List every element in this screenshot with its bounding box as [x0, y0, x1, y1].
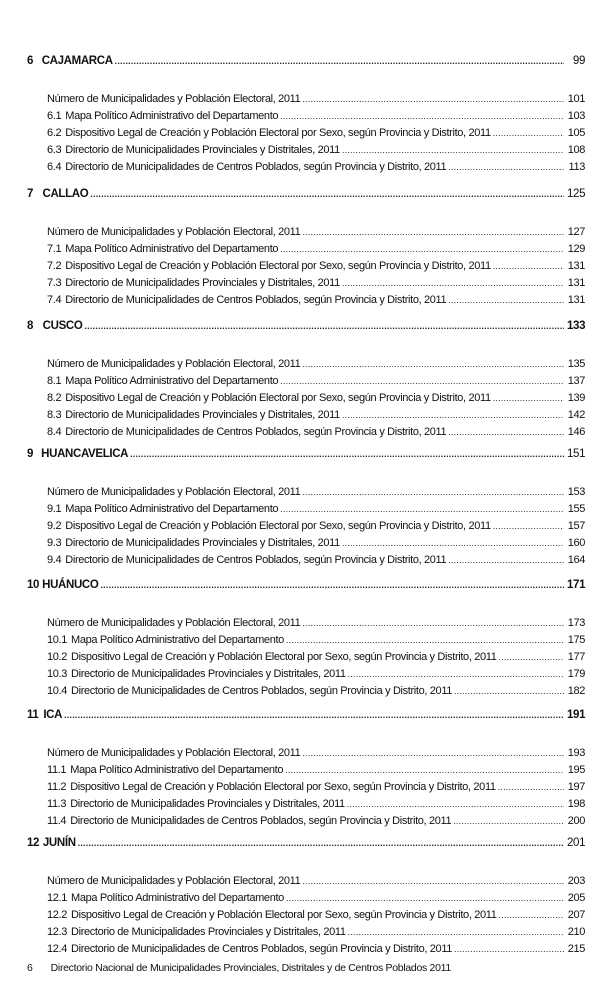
- entry-page: 193: [567, 747, 585, 759]
- entry-title: Mapa Político Administrativo del Departamento: [70, 764, 284, 776]
- dot-leader: [448, 292, 564, 308]
- footer-page-number: 6: [27, 962, 33, 974]
- entry-number: 12.1: [47, 892, 68, 904]
- section-heading: [27, 318, 585, 334]
- dot-leader: [448, 552, 564, 568]
- section-page: 201: [567, 837, 586, 849]
- entry-number: 8.1: [47, 375, 62, 387]
- entry-page: 131: [567, 277, 585, 289]
- entry-number: 12.2: [47, 909, 68, 921]
- dot-leader: [448, 159, 564, 175]
- entry-number: 7.2: [47, 260, 62, 272]
- entry-title: Dispositivo Legal de Creación y Población Electoral por Sexo, según Provincia y Distrito, 2011: [65, 392, 491, 404]
- toc-entry: [47, 518, 585, 534]
- entry-title: Directorio de Municipalidades Provinciales y Distritales, 2011: [70, 798, 345, 810]
- toc-entry: [47, 241, 585, 257]
- toc-entry: [47, 373, 585, 389]
- page-footer: [27, 962, 451, 974]
- section-number: 8: [27, 320, 34, 332]
- dot-leader: [342, 407, 564, 423]
- entry-number: 10.1: [47, 634, 68, 646]
- entry-title: Directorio de Municipalidades de Centros Poblados, según Provincia y Distrito, 2011: [71, 685, 453, 697]
- toc-entry: [47, 258, 585, 274]
- toc-entry: [47, 390, 585, 406]
- dot-leader: [347, 796, 564, 812]
- entry-title: Mapa Político Administrativo del Departamento: [71, 892, 284, 904]
- entry-title: Dispositivo Legal de Creación y Población Electoral por Sexo, según Provincia y Distrito, 2011: [71, 651, 497, 663]
- entry-number: 8.2: [47, 392, 62, 404]
- entry-page: 113: [568, 161, 585, 173]
- toc-entry: [47, 615, 585, 631]
- dot-leader: [302, 224, 564, 240]
- section-page: 133: [567, 320, 586, 332]
- section-page: 99: [572, 55, 585, 67]
- entry-number: 9.3: [47, 537, 62, 549]
- toc-entry: [47, 108, 585, 124]
- entry-title: Número de Municipalidades y Población Electoral, 2011: [47, 617, 301, 629]
- toc-entry: [47, 501, 585, 517]
- entry-title: Número de Municipalidades y Población Electoral, 2011: [47, 875, 301, 887]
- entry-number: 7.1: [47, 243, 62, 255]
- entry-title: Directorio de Municipalidades de Centros Poblados, según Provincia y Distrito, 2011: [70, 815, 452, 827]
- entry-number: 9.2: [47, 520, 62, 532]
- entry-page: 173: [567, 617, 585, 629]
- entry-title: Directorio de Municipalidades Provinciales y Distritales, 2011: [65, 409, 340, 421]
- entry-page: 131: [567, 260, 585, 272]
- dot-leader: [348, 924, 564, 940]
- entry-title: Mapa Político Administrativo del Departamento: [65, 243, 279, 255]
- entry-number: 7.4: [47, 294, 62, 306]
- entry-number: 12.4: [47, 943, 68, 955]
- entry-page: 129: [567, 243, 585, 255]
- dot-leader: [280, 241, 564, 257]
- entry-title: Mapa Político Administrativo del Departamento: [65, 110, 279, 122]
- entry-title: Mapa Político Administrativo del Departamento: [65, 375, 279, 387]
- entry-page: 139: [567, 392, 585, 404]
- dot-leader: [493, 125, 564, 141]
- entry-page: 103: [567, 110, 585, 122]
- section-page: 151: [567, 448, 586, 460]
- dot-leader: [286, 890, 564, 906]
- entry-title: Dispositivo Legal de Creación y Población Electoral por Sexo, según Provincia y Distrito, 2011: [65, 127, 491, 139]
- entry-page: 131: [567, 294, 585, 306]
- dot-leader: [348, 666, 564, 682]
- entry-page: 101: [567, 93, 585, 105]
- entry-page: 164: [567, 554, 585, 566]
- dot-leader: [280, 373, 564, 389]
- dot-leader: [302, 91, 564, 107]
- section-title: CALLAO: [42, 188, 89, 200]
- toc-entry: [47, 407, 585, 423]
- toc-entry: [47, 762, 585, 778]
- toc-entry: [47, 779, 585, 795]
- entry-page: 200: [567, 815, 585, 827]
- section-title: HUÁNUCO: [42, 579, 99, 591]
- dot-leader: [499, 907, 565, 923]
- section-number: 11: [27, 709, 39, 721]
- section-page: 125: [567, 188, 586, 200]
- dot-leader: [448, 424, 564, 440]
- entry-page: 198: [567, 798, 585, 810]
- dot-leader: [342, 142, 564, 158]
- toc-entry: [47, 745, 585, 761]
- entry-title: Directorio de Municipalidades de Centros Poblados, según Provincia y Distrito, 2011: [65, 161, 447, 173]
- dot-leader: [493, 518, 564, 534]
- entry-title: Directorio de Municipalidades de Centros Poblados, según Provincia y Distrito, 2011: [65, 426, 447, 438]
- dot-leader: [130, 446, 564, 462]
- dot-leader: [280, 108, 564, 124]
- entry-page: 146: [567, 426, 585, 438]
- toc-entry: [47, 683, 585, 699]
- toc-entry: [47, 907, 585, 923]
- entry-page: 195: [567, 764, 585, 776]
- toc-entry: [47, 275, 585, 291]
- section-page: 171: [567, 579, 586, 591]
- entry-title: Dispositivo Legal de Creación y Población Electoral por Sexo, según Provincia y Distrito, 2011: [70, 781, 496, 793]
- dot-leader: [90, 186, 564, 202]
- entry-page: 207: [567, 909, 585, 921]
- entry-page: 142: [567, 409, 585, 421]
- entry-page: 175: [567, 634, 585, 646]
- entry-title: Directorio de Municipalidades Provinciales y Distritales, 2011: [71, 926, 346, 938]
- entry-page: 155: [567, 503, 585, 515]
- entry-number: 11.4: [47, 815, 67, 827]
- dot-leader: [453, 813, 564, 829]
- entry-page: 105: [567, 127, 585, 139]
- dot-leader: [499, 649, 565, 665]
- footer-title: Directorio Nacional de Municipalidades Provinciales, Distritales y de Centros Poblados 2011: [50, 962, 451, 974]
- toc-entry: [47, 142, 585, 158]
- toc-entry: [47, 649, 585, 665]
- entry-page: 137: [567, 375, 585, 387]
- toc-entry: [47, 424, 585, 440]
- entry-number: 10.2: [47, 651, 68, 663]
- section-heading: [27, 53, 585, 69]
- toc-entry: [47, 941, 585, 957]
- entry-number: 6.1: [47, 110, 62, 122]
- entry-page: 210: [567, 926, 585, 938]
- toc-entry: [47, 535, 585, 551]
- dot-leader: [493, 258, 564, 274]
- dot-leader: [115, 53, 564, 69]
- dot-leader: [302, 615, 564, 631]
- toc-entry: [47, 356, 585, 372]
- entry-page: 182: [567, 685, 585, 697]
- section-title: CAJAMARCA: [41, 55, 113, 67]
- entry-title: Directorio de Municipalidades Provinciales y Distritales, 2011: [65, 277, 340, 289]
- entry-number: 6.4: [47, 161, 62, 173]
- dot-leader: [454, 941, 564, 957]
- dot-leader: [302, 745, 564, 761]
- toc-entry: [47, 666, 585, 682]
- dot-leader: [302, 484, 564, 500]
- dot-leader: [302, 873, 564, 889]
- section-heading: [27, 186, 585, 202]
- entry-title: Mapa Político Administrativo del Departamento: [71, 634, 284, 646]
- entry-page: 160: [567, 537, 585, 549]
- section-number: 9: [27, 448, 34, 460]
- entry-title: Directorio de Municipalidades de Centros Poblados, según Provincia y Distrito, 2011: [65, 294, 447, 306]
- toc-entry: [47, 292, 585, 308]
- entry-title: Número de Municipalidades y Población Electoral, 2011: [47, 486, 301, 498]
- entry-title: Número de Municipalidades y Población Electoral, 2011: [47, 747, 301, 759]
- entry-page: 108: [567, 144, 585, 156]
- section-title: JUNÍN: [42, 837, 76, 849]
- entry-title: Número de Municipalidades y Población Electoral, 2011: [47, 93, 301, 105]
- toc-entry: [47, 796, 585, 812]
- section-title: ICA: [43, 709, 63, 721]
- section-heading: [27, 707, 585, 723]
- section-title: HUANCAVELICA: [41, 448, 129, 460]
- entry-number: 11.2: [47, 781, 67, 793]
- entry-page: 127: [567, 226, 585, 238]
- dot-leader: [64, 707, 564, 723]
- entry-number: 7.3: [47, 277, 62, 289]
- dot-leader: [498, 779, 564, 795]
- toc-entry: [47, 813, 585, 829]
- entry-title: Directorio de Municipalidades de Centros Poblados, según Provincia y Distrito, 2011: [71, 943, 453, 955]
- section-number: 6: [27, 55, 34, 67]
- section-number: 10: [27, 579, 40, 591]
- entry-number: 8.3: [47, 409, 62, 421]
- entry-number: 11.3: [47, 798, 67, 810]
- toc-entry: [47, 224, 585, 240]
- section-number: 7: [27, 188, 34, 200]
- toc-entry: [47, 552, 585, 568]
- entry-title: Directorio de Municipalidades Provinciales y Distritales, 2011: [65, 537, 340, 549]
- entry-number: 6.2: [47, 127, 62, 139]
- toc-entry: [47, 484, 585, 500]
- dot-leader: [285, 762, 564, 778]
- entry-number: 10.4: [47, 685, 68, 697]
- entry-number: 9.4: [47, 554, 62, 566]
- entry-title: Dispositivo Legal de Creación y Población Electoral por Sexo, según Provincia y Distrito, 2011: [65, 260, 491, 272]
- toc-entry: [47, 91, 585, 107]
- entry-number: 11.1: [47, 764, 67, 776]
- dot-leader: [302, 356, 564, 372]
- dot-leader: [100, 577, 564, 593]
- entry-page: 153: [567, 486, 585, 498]
- entry-title: Directorio de Municipalidades de Centros Poblados, según Provincia y Distrito, 2011: [65, 554, 447, 566]
- entry-number: 8.4: [47, 426, 62, 438]
- entry-title: Número de Municipalidades y Población Electoral, 2011: [47, 358, 301, 370]
- entry-page: 205: [567, 892, 585, 904]
- section-title: CUSCO: [42, 320, 83, 332]
- section-heading: [27, 446, 585, 462]
- dot-leader: [286, 632, 564, 648]
- entry-title: Dispositivo Legal de Creación y Población Electoral por Sexo, según Provincia y Distrito, 2011: [71, 909, 497, 921]
- entry-number: 9.1: [47, 503, 62, 515]
- entry-number: 10.3: [47, 668, 68, 680]
- entry-title: Dispositivo Legal de Creación y Población Electoral por Sexo, según Provincia y Distrito, 2011: [65, 520, 491, 532]
- toc-entry: [47, 632, 585, 648]
- section-page: 191: [567, 709, 586, 721]
- section-number: 12: [27, 837, 40, 849]
- entry-title: Mapa Político Administrativo del Departamento: [65, 503, 279, 515]
- dot-leader: [493, 390, 564, 406]
- entry-number: 12.3: [47, 926, 68, 938]
- dot-leader: [280, 501, 564, 517]
- toc-entry: [47, 125, 585, 141]
- dot-leader: [454, 683, 564, 699]
- entry-number: 6.3: [47, 144, 62, 156]
- entry-page: 197: [567, 781, 585, 793]
- entry-page: 215: [567, 943, 585, 955]
- dot-leader: [78, 835, 564, 851]
- dot-leader: [342, 535, 564, 551]
- entry-page: 177: [567, 651, 585, 663]
- toc-entry: [47, 873, 585, 889]
- toc-entry: [47, 890, 585, 906]
- entry-page: 203: [567, 875, 585, 887]
- section-heading: [27, 577, 585, 593]
- toc-entry: [47, 159, 585, 175]
- entry-title: Directorio de Municipalidades Provinciales y Distritales, 2011: [71, 668, 346, 680]
- dot-leader: [84, 318, 564, 334]
- entry-page: 157: [567, 520, 585, 532]
- toc-entry: [47, 924, 585, 940]
- entry-page: 179: [567, 668, 585, 680]
- entry-page: 135: [567, 358, 585, 370]
- entry-title: Número de Municipalidades y Población Electoral, 2011: [47, 226, 301, 238]
- entry-title: Directorio de Municipalidades Provinciales y Distritales, 2011: [65, 144, 340, 156]
- dot-leader: [342, 275, 564, 291]
- section-heading: [27, 835, 585, 851]
